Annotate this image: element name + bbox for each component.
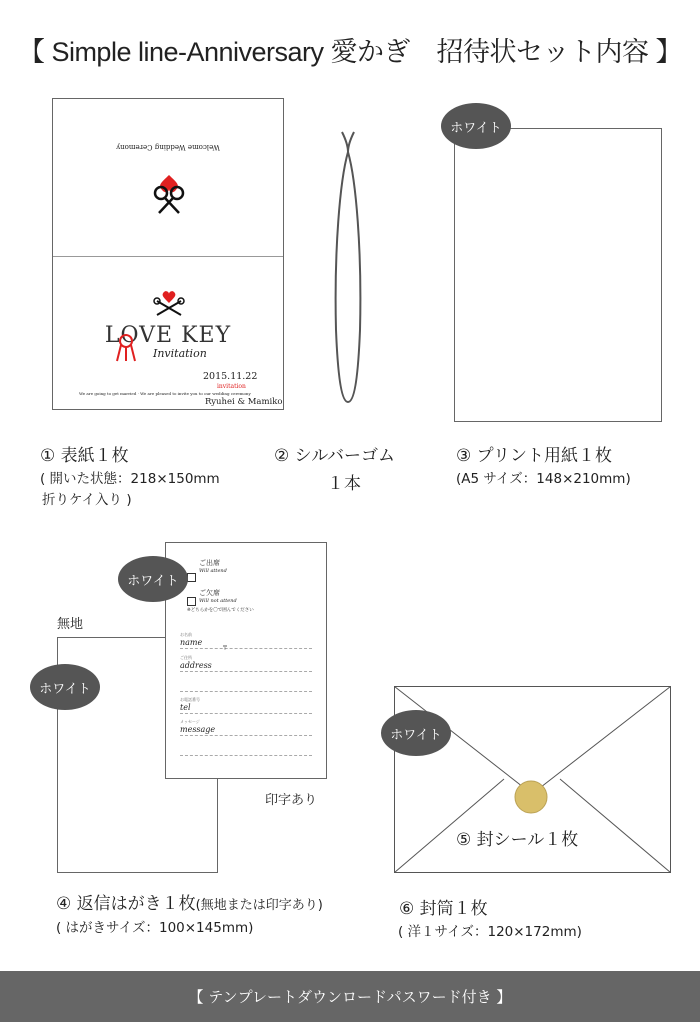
cover-top-text: Welcome Wedding Ceremony [116,143,220,151]
field-name-line[interactable] [180,648,312,649]
field-message-jp: メッセージ [180,719,200,724]
print-paper-sheet [454,128,662,422]
field-message-line-1[interactable] [180,735,312,736]
page-title: 【 Simple line-Anniversary 愛かぎ 招待状セット内容 】 [17,37,683,67]
cover-names: Ryuhei & Mamiko [205,397,283,407]
cover-detail-1: ( 開いた状態：218×150mm [40,471,220,487]
cover-fold-line [53,256,283,257]
printed-caption: 印字あり [265,793,318,808]
cover-label: ① 表紙１枚 [40,446,129,466]
rubber-label: ② シルバーゴム [274,446,396,466]
cover-invitation-word: invitation [217,383,246,390]
reply-label-small: (無地または印字あり) [195,898,323,913]
keys-heart-icon [141,159,197,215]
reply-note: ※どちらかを〇で囲んでください [187,608,254,613]
field-address-jp: ご住所 [180,655,192,660]
seal-label: ⑤ 封シール１枚 [456,830,579,850]
attend-label: ご出席 [199,559,220,567]
reply-label-row [56,889,323,914]
attend-en-label: Will attend [199,568,227,574]
cover-card [52,98,284,410]
white-badge-reply-back: ホワイト [30,664,100,710]
white-badge-reply-front: ホワイト [118,556,188,602]
field-tel-line[interactable] [180,713,312,714]
field-address-line-1[interactable] [180,671,312,672]
absent-label: ご欠席 [199,589,220,597]
rubber-count: １本 [327,474,361,494]
cover-invitation-script: Invitation [153,347,207,360]
field-name-jp: お名前 [180,632,192,637]
envelope-detail: ( 洋１サイズ：120×172mm) [398,924,582,940]
field-address: address [180,661,212,670]
reply-detail: ( はがきサイズ：100×145mm) [56,920,254,936]
white-badge-envelope: ホワイト [381,710,451,756]
field-name: name [180,638,203,647]
field-message: message [180,725,216,734]
reply-card-printed [165,542,327,779]
postal-mark: 〒 [222,645,229,652]
print-paper-detail: (A5 サイズ：148×210mm) [456,471,631,487]
print-paper-label: ③ プリント用紙１枚 [456,446,612,466]
field-message-line-2[interactable] [180,755,312,756]
reply-label: ④ 返信はがき１枚 [56,894,196,914]
footer-banner: 【 テンプレートダウンロードパスワード付き 】 [0,971,700,1022]
cover-detail-2: 折りケイ入り ) [42,492,132,508]
silver-rubber-icon [328,130,368,410]
cover-message: We are going to get married · We are pleased to invite you to our wedding ceremony [79,391,251,396]
plain-caption: 無地 [57,617,84,632]
absent-en-label: Will not attend [199,598,237,604]
envelope-label: ⑥ 封筒１枚 [399,899,488,919]
field-tel: tel [180,703,191,712]
small-heart-keys-icon [151,289,187,319]
attend-checkbox[interactable] [187,573,196,582]
field-address-line-2[interactable] [180,691,312,692]
absent-checkbox[interactable] [187,597,196,606]
red-keys-icon [111,333,141,363]
white-badge-print-paper: ホワイト [441,103,511,149]
cover-date: 2015.11.22 [203,371,258,382]
love-key-logo: LOVE KEY [104,323,232,348]
field-tel-jp: お電話番号 [180,697,200,702]
